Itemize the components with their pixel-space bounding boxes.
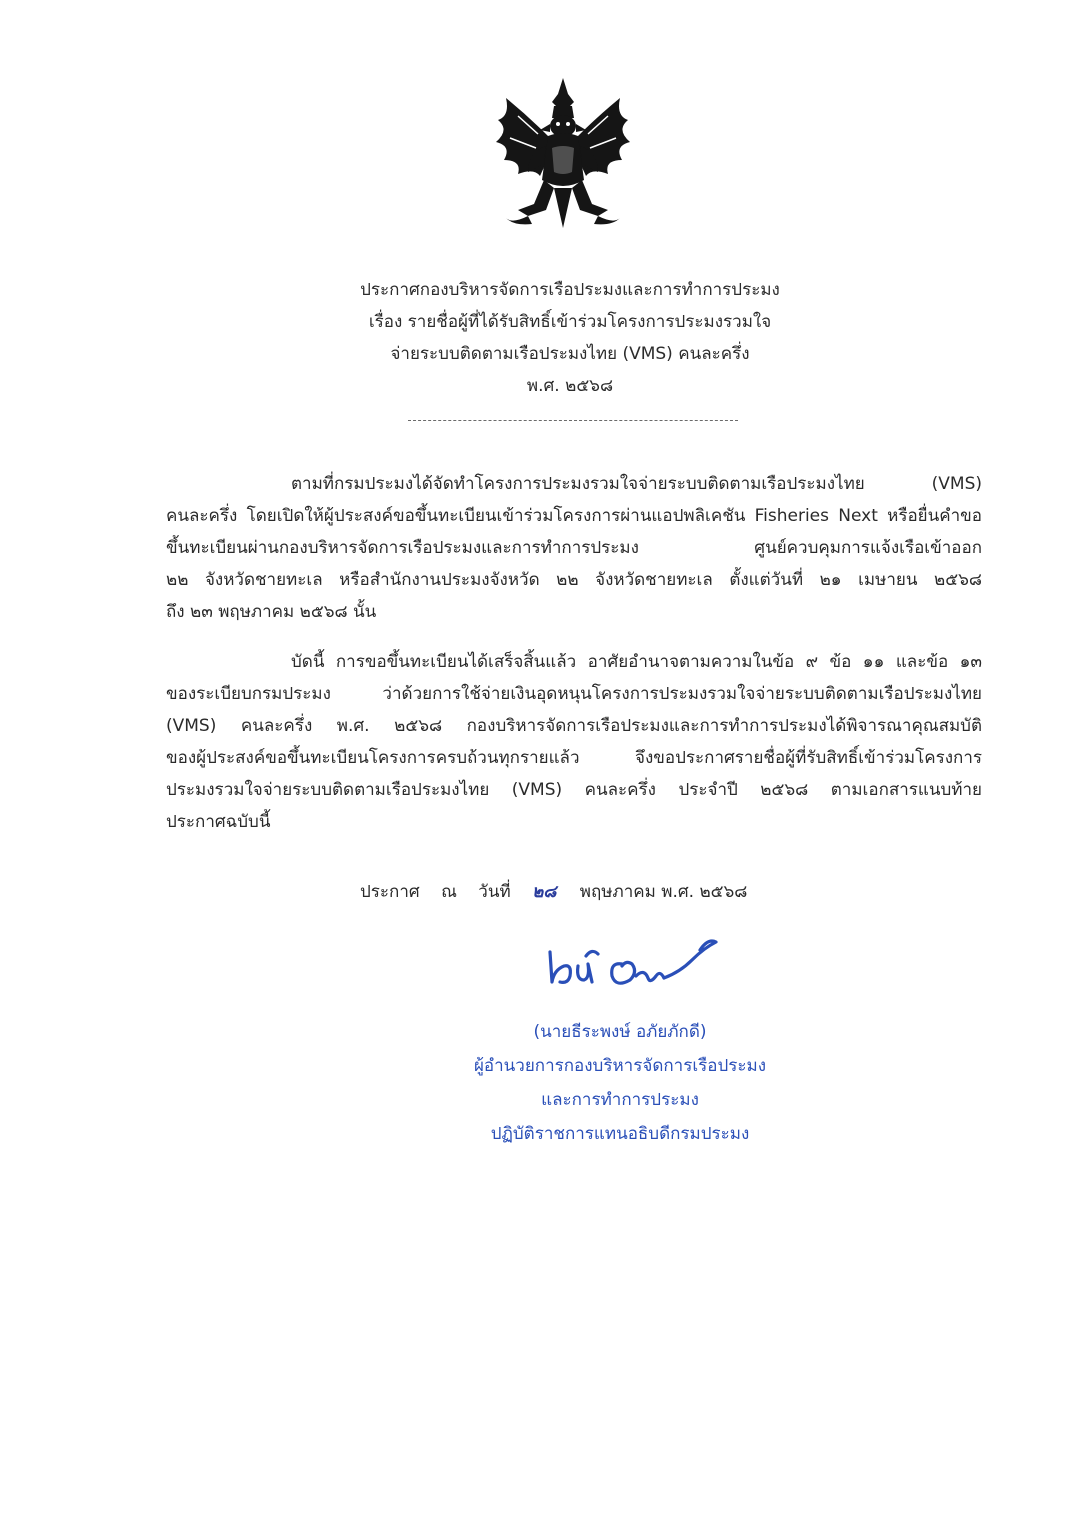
signer-block xyxy=(380,1015,860,1151)
dateline-date-label: วันที่ xyxy=(478,882,511,902)
paragraph-2-line: บัดนี้ การขอขึ้นทะเบียนได้เสร็จสิ้นแล้ว อาศัยอำนาจตามความในข้อ ๙ ข้อ ๑๑ และข้อ ๑๓ xyxy=(291,652,982,672)
paragraph-2-line: ประกาศฉบับนี้ xyxy=(166,812,271,832)
paragraph-2-line: ของระเบียบกรมประมง ว่าด้วยการใช้จ่ายเงินอุดหนุนโครงการประมงรวมใจจ่ายระบบติดตามเรือประมงไทย xyxy=(166,684,982,704)
dateline-month-year: พฤษภาคม พ.ศ. ๒๕๖๘ xyxy=(579,882,748,902)
signer-title-3: ปฏิบัติราชการแทนอธิบดีกรมประมง xyxy=(490,1124,750,1144)
dateline-at: ณ xyxy=(441,882,457,902)
announcement-heading xyxy=(200,274,940,402)
paragraph-2 xyxy=(166,646,982,838)
paragraph-1-line: ๒๒ จังหวัดชายทะเล หรือสำนักงานประมงจังหวัด ๒๒ จังหวัดชายทะเล ตั้งแต่วันที่ ๒๑ เมษายน ๒๕๖๘ xyxy=(166,570,982,590)
paragraph-1 xyxy=(166,468,982,628)
paragraph-1-line: ถึง ๒๓ พฤษภาคม ๒๕๖๘ นั้น xyxy=(166,602,377,622)
signer-title-2: และการทำการประมง xyxy=(541,1090,699,1110)
heading-line-3: จ่ายระบบติดตามเรือประมงไทย (VMS) คนละครึ่ง xyxy=(390,344,750,364)
heading-divider xyxy=(408,420,738,421)
paragraph-2-line: (VMS) คนละครึ่ง พ.ศ. ๒๕๖๘ กองบริหารจัดการเรือประมงและการทำการประมงได้พิจารณาคุณสมบัติ xyxy=(166,716,982,736)
signer-name: (นายธีระพงษ์ อภัยภักดี) xyxy=(533,1022,707,1042)
signature-icon xyxy=(540,920,730,1000)
signer-title-1: ผู้อำนวยการกองบริหารจัดการเรือประมง xyxy=(473,1056,767,1076)
paragraph-2-line: ของผู้ประสงค์ขอขึ้นทะเบียนโครงการครบถ้วนทุกรายแล้ว จึงขอประกาศรายชื่อผู้ที่รับสิทธิ์เข้าร่วมโครงการ xyxy=(166,748,982,768)
paragraph-1-line: ขึ้นทะเบียนผ่านกองบริหารจัดการเรือประมงและการทำการประมง ศูนย์ควบคุมการแจ้งเรือเข้าออก xyxy=(166,538,982,558)
dateline-day: ๒๘ xyxy=(532,882,557,902)
heading-year: พ.ศ. ๒๕๖๘ xyxy=(526,376,614,396)
garuda-emblem-icon xyxy=(488,76,638,236)
paragraph-1-line: คนละครึ่ง โดยเปิดให้ผู้ประสงค์ขอขึ้นทะเบียนเข้าร่วมโครงการผ่านแอปพลิเคชัน Fisheries Next หรือยื่นคำขอ xyxy=(166,506,982,526)
paragraph-2-line: ประมงรวมใจจ่ายระบบติดตามเรือประมงไทย (VMS) คนละครึ่ง ประจำปี ๒๕๖๘ ตามเอกสารแนบท้าย xyxy=(166,780,982,800)
announcement-dateline xyxy=(360,876,763,908)
heading-line-1: ประกาศกองบริหารจัดการเรือประมงและการทำการประมง xyxy=(360,280,780,300)
dateline-announce: ประกาศ xyxy=(360,882,420,902)
heading-line-2: เรื่อง รายชื่อผู้ที่ได้รับสิทธิ์เข้าร่วมโครงการประมงรวมใจ xyxy=(368,312,772,332)
paragraph-1-line: ตามที่กรมประมงได้จัดทำโครงการประมงรวมใจจ่ายระบบติดตามเรือประมงไทย (VMS) xyxy=(291,474,982,494)
